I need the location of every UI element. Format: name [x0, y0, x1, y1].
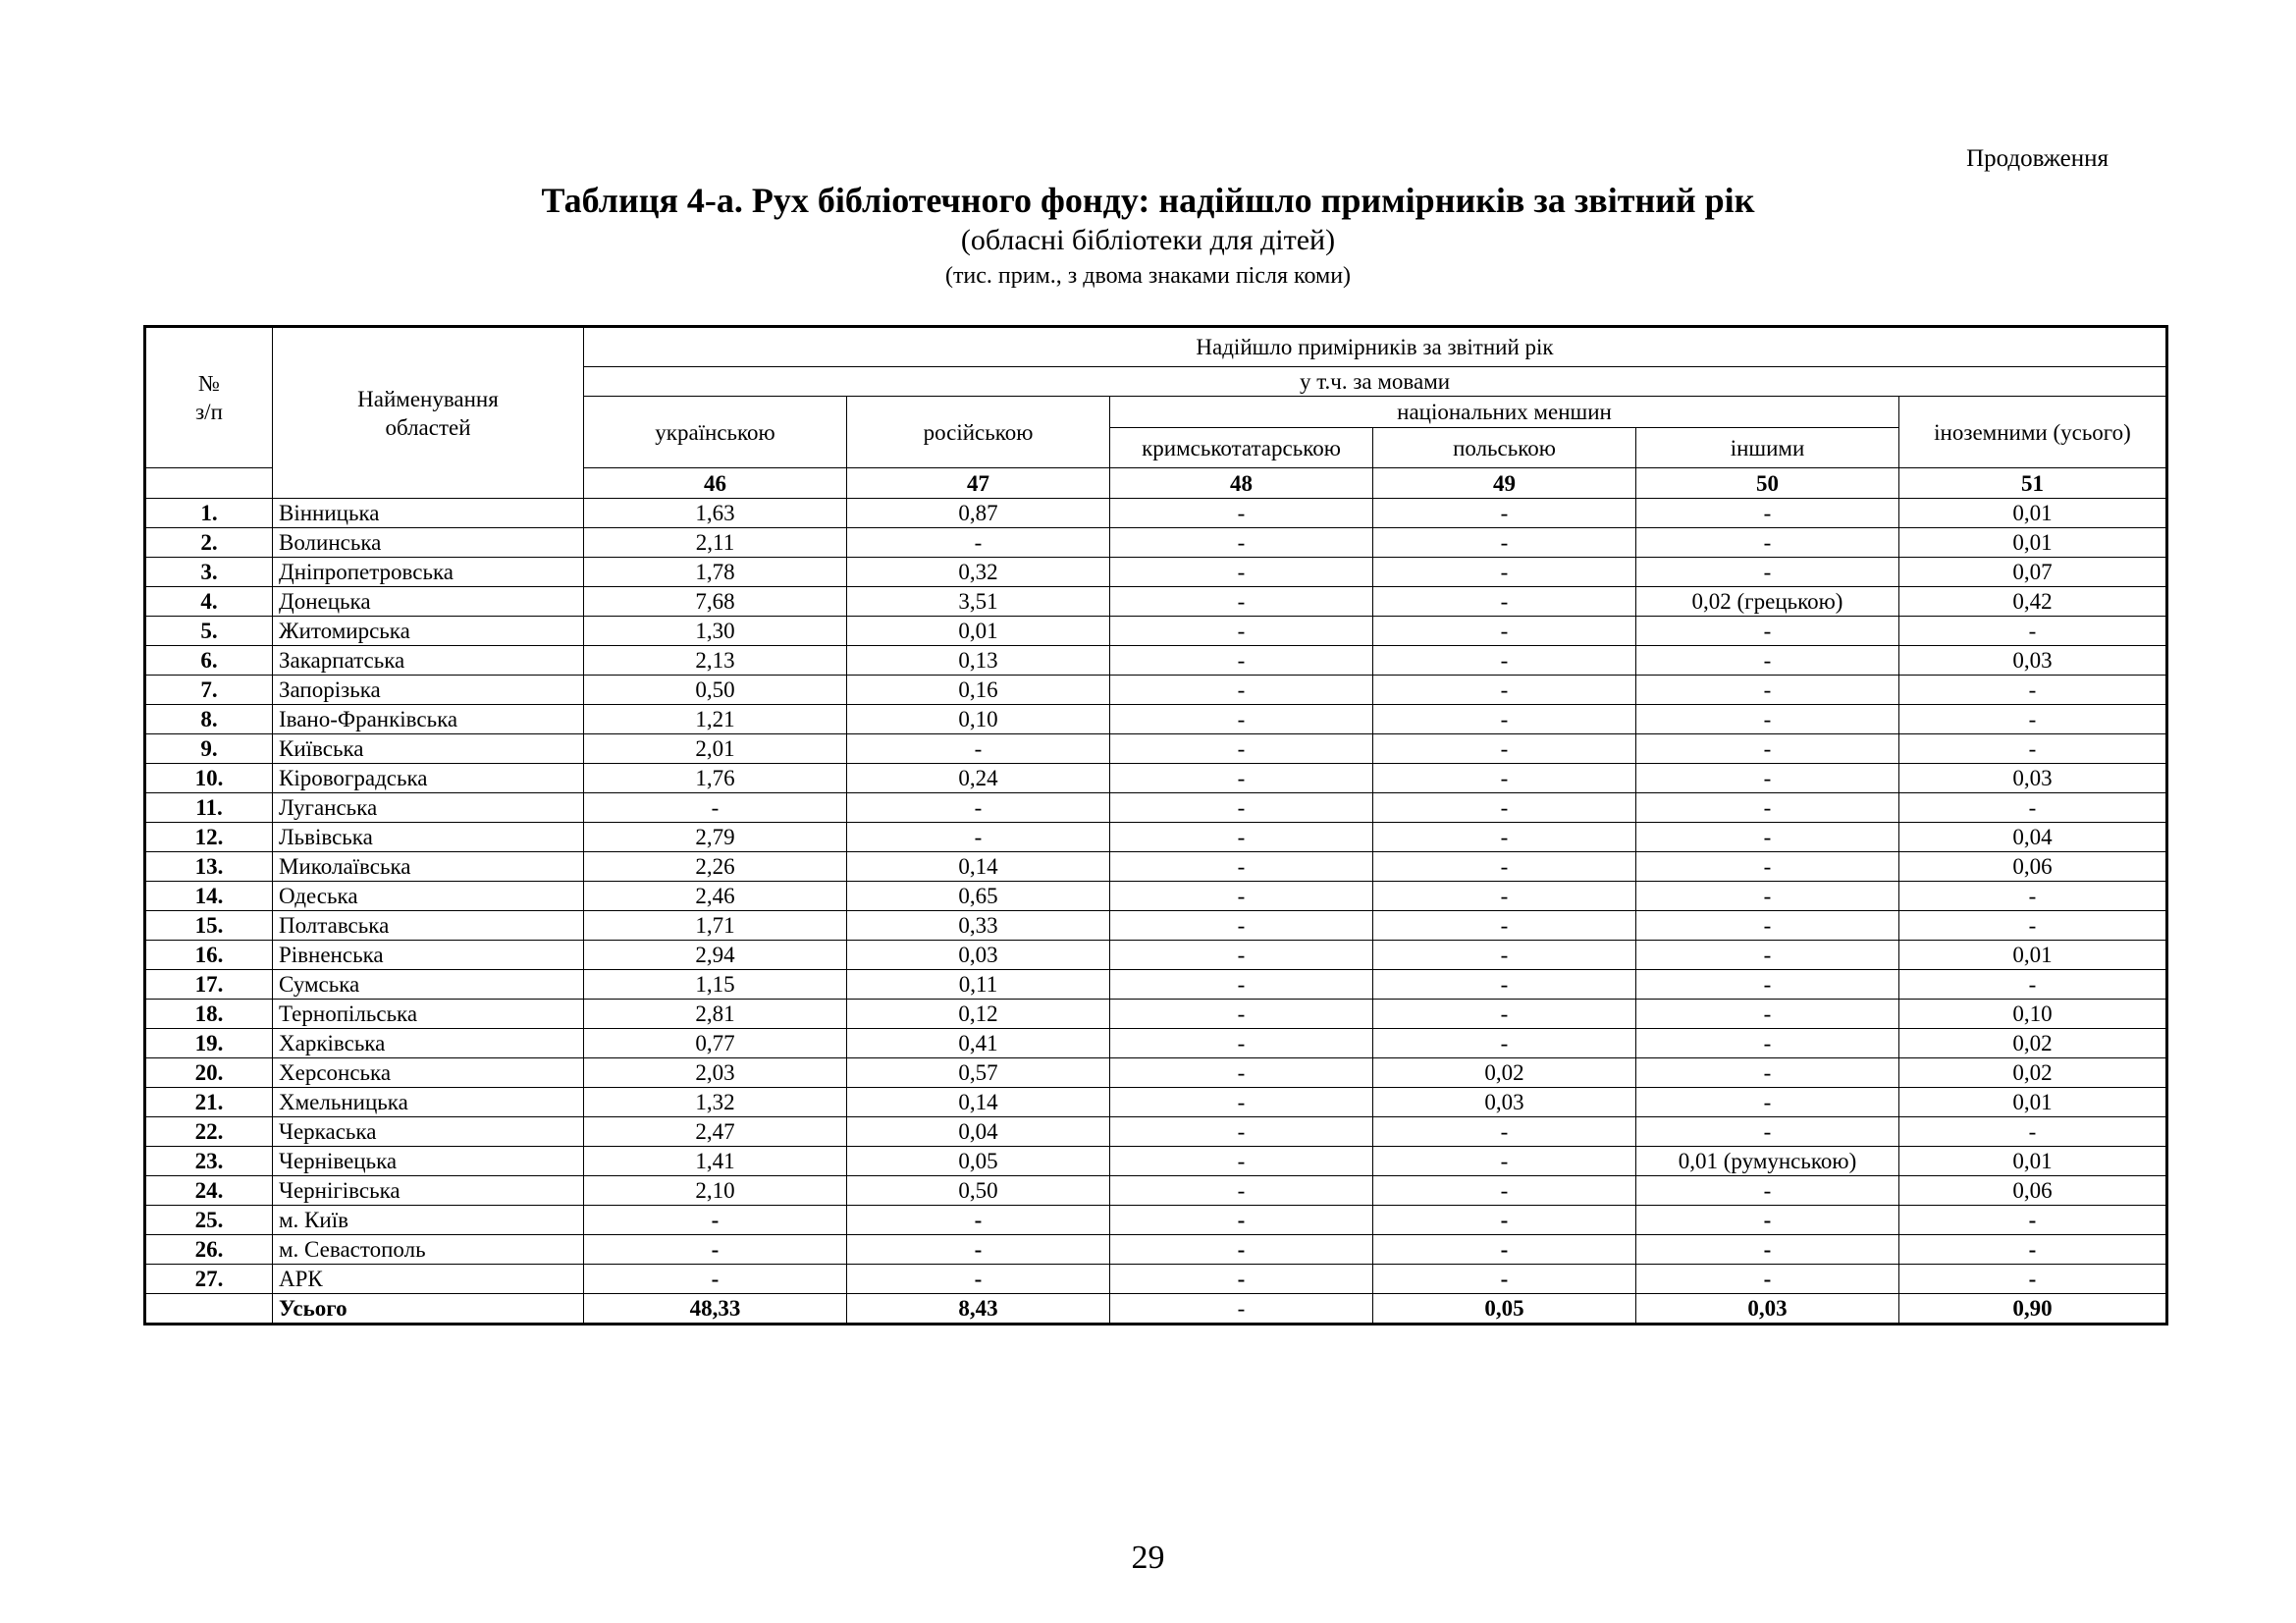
value-cell: 0,02: [1373, 1058, 1636, 1088]
table-row: [145, 617, 2167, 646]
value-cell: 0,03: [1373, 1088, 1636, 1117]
value-cell: -: [1899, 970, 2167, 1000]
value-cell: -: [584, 793, 847, 823]
value-cell: -: [1373, 705, 1636, 734]
value-cell: -: [1899, 734, 2167, 764]
value-cell: -: [584, 1235, 847, 1265]
value-cell: -: [1110, 852, 1373, 882]
value-cell: -: [1373, 1206, 1636, 1235]
row-number: 22.: [145, 1117, 273, 1147]
value-cell: -: [1110, 499, 1373, 528]
table-body: [145, 499, 2167, 1294]
units-note: (тис. прим., з двома знаками після коми): [944, 263, 1352, 289]
value-cell: 2,47: [584, 1117, 847, 1147]
value-cell: -: [1110, 587, 1373, 617]
row-number: 1.: [145, 499, 273, 528]
region-name: Одеська: [273, 882, 584, 911]
header-by-language: у т.ч. за мовами: [584, 367, 2167, 397]
value-cell: -: [1110, 970, 1373, 1000]
row-number: 6.: [145, 646, 273, 676]
value-cell: 2,13: [584, 646, 847, 676]
value-cell: 0,24: [847, 764, 1110, 793]
value-cell: -: [1373, 587, 1636, 617]
row-number: 12.: [145, 823, 273, 852]
table-row: [145, 823, 2167, 852]
value-cell: 3,51: [847, 587, 1110, 617]
table-row: [145, 646, 2167, 676]
value-cell: -: [1636, 970, 1899, 1000]
header-region-name-line1: Найменування: [357, 386, 499, 411]
header-row-number-line2: з/п: [195, 400, 223, 424]
value-cell: 7,68: [584, 587, 847, 617]
value-cell: -: [1899, 882, 2167, 911]
column-number: 49: [1373, 468, 1636, 499]
value-cell: -: [584, 1265, 847, 1294]
value-cell: 0,06: [1899, 1176, 2167, 1206]
value-cell: -: [1110, 1206, 1373, 1235]
value-cell: -: [1373, 1265, 1636, 1294]
value-cell: -: [1636, 1235, 1899, 1265]
value-cell: -: [1373, 676, 1636, 705]
value-cell: -: [1636, 528, 1899, 558]
value-cell: -: [1636, 646, 1899, 676]
value-cell: -: [1636, 1088, 1899, 1117]
row-number: 8.: [145, 705, 273, 734]
row-number: 15.: [145, 911, 273, 941]
value-cell: -: [1636, 852, 1899, 882]
row-number: 20.: [145, 1058, 273, 1088]
value-cell: -: [1636, 617, 1899, 646]
value-cell: 0,11: [847, 970, 1110, 1000]
page-number: 29: [1131, 1540, 1165, 1576]
value-cell: -: [1110, 1147, 1373, 1176]
value-cell: -: [1899, 1117, 2167, 1147]
value-cell: 0,50: [584, 676, 847, 705]
value-cell: -: [1636, 1029, 1899, 1058]
header-foreign: іноземними (усього): [1899, 397, 2167, 468]
value-cell: 0,77: [584, 1029, 847, 1058]
value-cell: 0,01: [1899, 941, 2167, 970]
value-cell: -: [1899, 1265, 2167, 1294]
header-region-name-line2: областей: [385, 414, 471, 440]
value-cell: 0,04: [1899, 823, 2167, 852]
header-crimean-tatar: кримськотатарською: [1110, 428, 1373, 468]
value-cell: 0,07: [1899, 558, 2167, 587]
value-cell: -: [1373, 734, 1636, 764]
row-number: 14.: [145, 882, 273, 911]
value-cell: -: [1110, 882, 1373, 911]
row-number: 5.: [145, 617, 273, 646]
value-cell: 2,94: [584, 941, 847, 970]
header-region-name: [273, 327, 584, 499]
region-name: Закарпатська: [273, 646, 584, 676]
value-cell: -: [1110, 1029, 1373, 1058]
region-name: Івано-Франківська: [273, 705, 584, 734]
value-cell: -: [1373, 528, 1636, 558]
table-row: [145, 1088, 2167, 1117]
table-row: [145, 558, 2167, 587]
value-cell: -: [1373, 970, 1636, 1000]
total-value: 48,33: [584, 1294, 847, 1325]
region-name: Запорізька: [273, 676, 584, 705]
region-name: Хмельницька: [273, 1088, 584, 1117]
value-cell: 0,10: [1899, 1000, 2167, 1029]
table-row: [145, 941, 2167, 970]
row-number: 19.: [145, 1029, 273, 1058]
value-cell: -: [1110, 941, 1373, 970]
row-number: 11.: [145, 793, 273, 823]
value-cell: 0,42: [1899, 587, 2167, 617]
value-cell: 2,11: [584, 528, 847, 558]
value-cell: -: [1373, 617, 1636, 646]
region-name: Львівська: [273, 823, 584, 852]
value-cell: -: [1636, 676, 1899, 705]
value-cell: 1,63: [584, 499, 847, 528]
value-cell: 0,02: [1899, 1058, 2167, 1088]
value-cell: 0,12: [847, 1000, 1110, 1029]
region-name: Полтавська: [273, 911, 584, 941]
header-row-number-line1: №: [198, 371, 220, 396]
row-number: 9.: [145, 734, 273, 764]
value-cell: 0,06: [1899, 852, 2167, 882]
value-cell: 2,10: [584, 1176, 847, 1206]
column-number: 50: [1636, 468, 1899, 499]
continuation-note: Продовження: [1966, 145, 2109, 172]
value-cell: 2,79: [584, 823, 847, 852]
value-cell: 0,02 (грецькою): [1636, 587, 1899, 617]
value-cell: -: [847, 793, 1110, 823]
value-cell: -: [1636, 734, 1899, 764]
value-cell: -: [1636, 1117, 1899, 1147]
value-cell: -: [1110, 1088, 1373, 1117]
value-cell: 0,01: [1899, 528, 2167, 558]
table-row: [145, 528, 2167, 558]
value-cell: -: [1110, 734, 1373, 764]
row-number: 10.: [145, 764, 273, 793]
value-cell: 0,16: [847, 676, 1110, 705]
total-value: 0,90: [1899, 1294, 2167, 1325]
value-cell: 0,01: [1899, 499, 2167, 528]
value-cell: -: [847, 823, 1110, 852]
value-cell: 2,81: [584, 1000, 847, 1029]
region-name: Сумська: [273, 970, 584, 1000]
value-cell: 0,10: [847, 705, 1110, 734]
value-cell: -: [1636, 1265, 1899, 1294]
value-cell: -: [1373, 793, 1636, 823]
row-number: 25.: [145, 1206, 273, 1235]
table-subtitle: (обласні бібліотеки для дітей): [960, 224, 1336, 256]
value-cell: -: [1110, 528, 1373, 558]
table-row: [145, 852, 2167, 882]
value-cell: -: [1373, 1117, 1636, 1147]
value-cell: -: [847, 1265, 1110, 1294]
table-row: [145, 676, 2167, 705]
region-name: Дніпропетровська: [273, 558, 584, 587]
row-number: 13.: [145, 852, 273, 882]
value-cell: -: [584, 1206, 847, 1235]
value-cell: -: [1110, 823, 1373, 852]
value-cell: -: [1373, 764, 1636, 793]
value-cell: -: [1110, 705, 1373, 734]
table-row: [145, 1235, 2167, 1265]
value-cell: 0,02: [1899, 1029, 2167, 1058]
row-number: 2.: [145, 528, 273, 558]
table-row: [145, 911, 2167, 941]
value-cell: 0,14: [847, 852, 1110, 882]
value-cell: 0,57: [847, 1058, 1110, 1088]
row-number: 27.: [145, 1265, 273, 1294]
value-cell: 1,30: [584, 617, 847, 646]
value-cell: -: [1373, 882, 1636, 911]
table-row: [145, 734, 2167, 764]
library-fund-table: [143, 325, 2168, 1325]
row-number: 18.: [145, 1000, 273, 1029]
region-name: Волинська: [273, 528, 584, 558]
value-cell: 0,03: [1899, 646, 2167, 676]
value-cell: 0,50: [847, 1176, 1110, 1206]
header-other: іншими: [1636, 428, 1899, 468]
value-cell: -: [1110, 764, 1373, 793]
value-cell: -: [1636, 911, 1899, 941]
table-row: [145, 1176, 2167, 1206]
value-cell: -: [1373, 558, 1636, 587]
value-cell: -: [1899, 1235, 2167, 1265]
table-row: [145, 1265, 2167, 1294]
region-name: м. Київ: [273, 1206, 584, 1235]
row-number: 7.: [145, 676, 273, 705]
value-cell: 0,13: [847, 646, 1110, 676]
value-cell: -: [1636, 764, 1899, 793]
value-cell: 0,87: [847, 499, 1110, 528]
value-cell: -: [1636, 1206, 1899, 1235]
value-cell: 0,03: [1899, 764, 2167, 793]
value-cell: -: [1110, 911, 1373, 941]
value-cell: 1,76: [584, 764, 847, 793]
column-number: 47: [847, 468, 1110, 499]
table-row: [145, 970, 2167, 1000]
value-cell: 0,03: [847, 941, 1110, 970]
table-row: [145, 1206, 2167, 1235]
value-cell: -: [847, 1235, 1110, 1265]
table-title: Таблиця 4-а. Рух бібліотечного фонду: надійшло примірників за звітний рік: [541, 181, 1755, 220]
value-cell: -: [1636, 1000, 1899, 1029]
table-row: [145, 499, 2167, 528]
value-cell: -: [1636, 1058, 1899, 1088]
row-number: 24.: [145, 1176, 273, 1206]
value-cell: -: [1636, 793, 1899, 823]
header-ukrainian: українською: [584, 397, 847, 468]
region-name: Черкаська: [273, 1117, 584, 1147]
value-cell: -: [1110, 646, 1373, 676]
total-value: 8,43: [847, 1294, 1110, 1325]
value-cell: 0,04: [847, 1117, 1110, 1147]
value-cell: -: [1899, 676, 2167, 705]
row-number: 16.: [145, 941, 273, 970]
column-number: 48: [1110, 468, 1373, 499]
total-value: -: [1110, 1294, 1373, 1325]
header-russian: російською: [847, 397, 1110, 468]
region-name: Луганська: [273, 793, 584, 823]
value-cell: -: [1373, 646, 1636, 676]
value-cell: -: [1636, 705, 1899, 734]
value-cell: 1,32: [584, 1088, 847, 1117]
table-row: [145, 1117, 2167, 1147]
table-row: [145, 1029, 2167, 1058]
value-cell: -: [1373, 911, 1636, 941]
value-cell: -: [1373, 1029, 1636, 1058]
table-row: [145, 1058, 2167, 1088]
table-row: [145, 793, 2167, 823]
value-cell: -: [1636, 499, 1899, 528]
total-row-number: [145, 1294, 273, 1325]
table-row: [145, 882, 2167, 911]
value-cell: 0,01: [1899, 1088, 2167, 1117]
value-cell: 0,01 (румунською): [1636, 1147, 1899, 1176]
column-number: 51: [1899, 468, 2167, 499]
row-number: 4.: [145, 587, 273, 617]
value-cell: -: [1636, 558, 1899, 587]
value-cell: -: [847, 1206, 1110, 1235]
region-name: Кіровоградська: [273, 764, 584, 793]
value-cell: 0,32: [847, 558, 1110, 587]
value-cell: 0,33: [847, 911, 1110, 941]
value-cell: -: [1373, 941, 1636, 970]
value-cell: -: [1373, 1235, 1636, 1265]
row-number: 21.: [145, 1088, 273, 1117]
value-cell: -: [1899, 1206, 2167, 1235]
header-number-spacer: [145, 468, 273, 499]
value-cell: -: [1110, 1235, 1373, 1265]
value-cell: -: [1110, 1000, 1373, 1029]
table-row: [145, 1147, 2167, 1176]
region-name: Житомирська: [273, 617, 584, 646]
row-number: 17.: [145, 970, 273, 1000]
region-name: Чернігівська: [273, 1176, 584, 1206]
region-name: АРК: [273, 1265, 584, 1294]
value-cell: -: [1110, 676, 1373, 705]
total-row: [145, 1294, 2167, 1325]
value-cell: -: [1373, 823, 1636, 852]
value-cell: 1,15: [584, 970, 847, 1000]
value-cell: 0,41: [847, 1029, 1110, 1058]
value-cell: 0,01: [847, 617, 1110, 646]
column-number: 46: [584, 468, 847, 499]
value-cell: 0,05: [847, 1147, 1110, 1176]
region-name: Рівненська: [273, 941, 584, 970]
region-name: м. Севастополь: [273, 1235, 584, 1265]
value-cell: -: [1373, 852, 1636, 882]
value-cell: 2,46: [584, 882, 847, 911]
region-name: Тернопільська: [273, 1000, 584, 1029]
value-cell: 1,78: [584, 558, 847, 587]
value-cell: -: [1110, 793, 1373, 823]
value-cell: 1,41: [584, 1147, 847, 1176]
value-cell: -: [847, 528, 1110, 558]
value-cell: 0,01: [1899, 1147, 2167, 1176]
total-value: 0,05: [1373, 1294, 1636, 1325]
value-cell: -: [1899, 617, 2167, 646]
value-cell: 0,65: [847, 882, 1110, 911]
value-cell: -: [1110, 617, 1373, 646]
region-name: Чернівецька: [273, 1147, 584, 1176]
region-name: Київська: [273, 734, 584, 764]
value-cell: 1,21: [584, 705, 847, 734]
region-name: Харківська: [273, 1029, 584, 1058]
value-cell: -: [1373, 1147, 1636, 1176]
value-cell: 1,71: [584, 911, 847, 941]
value-cell: -: [1373, 1176, 1636, 1206]
table-row: [145, 705, 2167, 734]
row-number: 3.: [145, 558, 273, 587]
value-cell: -: [1373, 499, 1636, 528]
table-row: [145, 587, 2167, 617]
value-cell: -: [1110, 1176, 1373, 1206]
value-cell: -: [1636, 941, 1899, 970]
header-row-number: [145, 327, 273, 468]
row-number: 23.: [145, 1147, 273, 1176]
header-received-total: Надійшло примірників за звітний рік: [584, 327, 2167, 367]
value-cell: -: [1110, 1058, 1373, 1088]
total-value: 0,03: [1636, 1294, 1899, 1325]
table-row: [145, 1000, 2167, 1029]
value-cell: -: [1899, 705, 2167, 734]
region-name: Миколаївська: [273, 852, 584, 882]
value-cell: 0,14: [847, 1088, 1110, 1117]
value-cell: -: [1636, 1176, 1899, 1206]
total-label: Усього: [273, 1294, 584, 1325]
table-row: [145, 764, 2167, 793]
region-name: Херсонська: [273, 1058, 584, 1088]
header-polish: польською: [1373, 428, 1636, 468]
value-cell: 2,03: [584, 1058, 847, 1088]
region-name: Донецька: [273, 587, 584, 617]
value-cell: -: [1899, 911, 2167, 941]
value-cell: -: [1636, 823, 1899, 852]
value-cell: -: [1110, 1265, 1373, 1294]
value-cell: -: [1110, 1117, 1373, 1147]
region-name: Вінницька: [273, 499, 584, 528]
value-cell: -: [847, 734, 1110, 764]
header-national-minorities: національних меншин: [1110, 397, 1899, 428]
row-number: 26.: [145, 1235, 273, 1265]
value-cell: -: [1373, 1000, 1636, 1029]
value-cell: 2,26: [584, 852, 847, 882]
value-cell: -: [1110, 558, 1373, 587]
value-cell: 2,01: [584, 734, 847, 764]
value-cell: -: [1636, 882, 1899, 911]
value-cell: -: [1899, 793, 2167, 823]
